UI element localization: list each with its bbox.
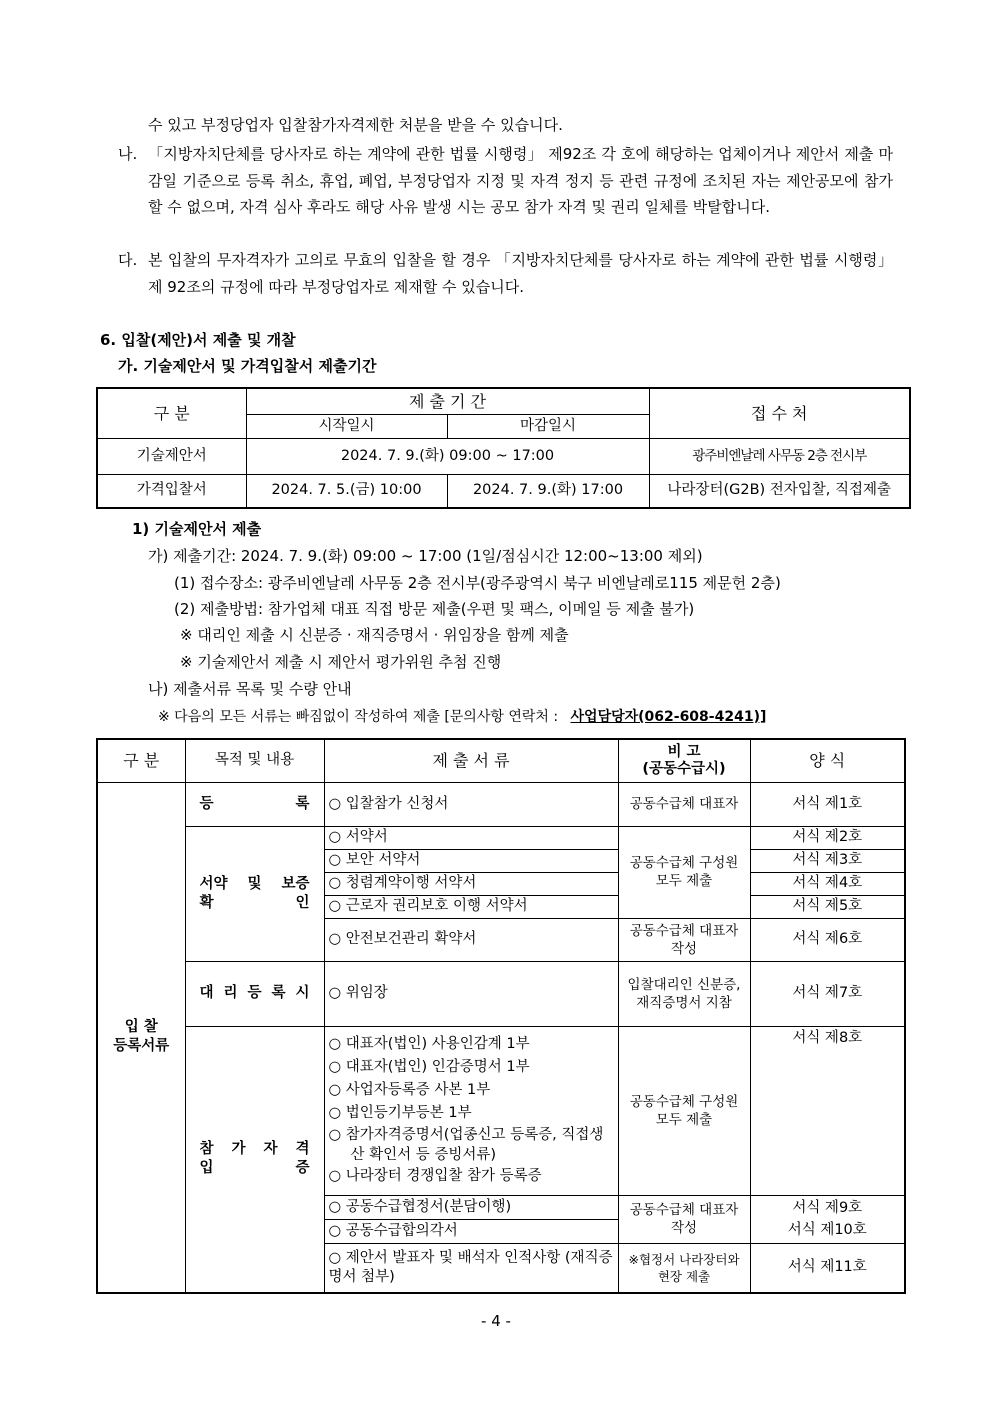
purpose-registration: 등 록	[185, 782, 324, 826]
form-pledge-4: 서식 제4호	[750, 872, 905, 895]
doc-seal-certificate: ○ 대표자(법인) 인감증명서 1부	[328, 1059, 530, 1075]
note-joint-submit: ※협정서 나라장터와 현장 제출	[618, 1243, 750, 1293]
group-label	[97, 782, 185, 1293]
form-pledge-6: 서식 제6호	[750, 918, 905, 961]
purpose-qualification	[185, 1026, 324, 1293]
tech-period: 가) 제출기간: 2024. 7. 9.(화) 09:00 ~ 17:00 (1일/점심시간 12:00~13:00 제외)	[148, 547, 703, 565]
paragraph-text: 본 입찰의 무자격자가 고의로 무효의 입찰을 할 경우 「지방자치단체를 당사자로 하는 계약에 관한 법률 시행령」 제 92조의 규정에 따라 부정당업자로 제재할 수 있습니다.	[148, 251, 893, 296]
header-docs: 제 출 서 류	[324, 739, 618, 782]
row-price-place: 나라장터(G2B) 전자입찰, 직접제출	[649, 474, 910, 508]
header-period: 제 출 기 간	[246, 388, 649, 414]
intro-line: 수 있고 부정당업자 입찰참가자격제한 처분을 받을 수 있습니다.	[148, 116, 563, 134]
doc-security-pledge: ○ 보안 서약서	[324, 849, 618, 872]
header-note-line1: 비 고	[667, 743, 701, 760]
note-qualification: 공동수급체 구성원 모두 제출	[618, 1026, 750, 1195]
header-start: 시작일시	[246, 414, 447, 438]
doc-registration: ○ 입찰참가 신청서	[324, 782, 618, 826]
paragraph-da	[118, 247, 893, 300]
tech-method: (2) 제출방법: 참가업체 대표 직접 방문 제출(우편 및 팩스, 이메일 등 제출 불가)	[174, 600, 695, 618]
purpose-agent: 대 리 등 록 시	[185, 961, 324, 1026]
doc-joint-memorandum: ○ 공동수급합의각서	[324, 1219, 618, 1243]
form-joint-10: 서식 제10호	[787, 1222, 867, 1238]
doc-business-registration: ○ 사업자등록증 사본 1부	[328, 1082, 491, 1098]
header-gubun: 구 분	[97, 388, 246, 438]
contact-line	[158, 706, 766, 726]
paragraph-marker: 다.	[118, 251, 138, 269]
header-note-line2: (공동수급시)	[642, 760, 726, 777]
group-label-line2: 등록서류	[113, 1038, 170, 1055]
form-joint-9: 서식 제9호	[792, 1200, 863, 1216]
row-tech-place: 광주비엔날레 사무동 2층 전시부	[649, 438, 910, 474]
subsection-title: 가. 기술제안서 및 가격입찰서 제출기간	[118, 357, 377, 375]
doc-integrity-pledge: ○ 청렴계약이행 서약서	[324, 872, 618, 895]
doc-worker-rights-pledge: ○ 근로자 권리보호 이행 서약서	[324, 895, 618, 918]
paragraph-na	[118, 141, 893, 221]
form-pledge-3: 서식 제3호	[750, 849, 905, 872]
row-price-start: 2024. 7. 5.(금) 10:00	[246, 474, 447, 508]
purpose-pledge-line2: 확 인	[199, 894, 310, 911]
doc-presenter-info: ○ 제안서 발표자 및 배석자 인적사항 (재직증명서 첨부)	[324, 1243, 618, 1293]
tech-place: (1) 접수장소: 광주비엔날레 사무동 2층 전시부(광주광역시 북구 비엔날레로115 제문헌 2층)	[174, 574, 781, 592]
note-pledge-all: 공동수급체 구성원 모두 제출	[618, 826, 750, 918]
page-number: - 4 -	[481, 1312, 511, 1330]
note-agent: 입찰대리인 신분증, 재직증명서 지참	[618, 961, 750, 1026]
form-pledge-5: 서식 제5호	[750, 895, 905, 918]
form-agent: 서식 제7호	[750, 961, 905, 1026]
paragraph-text: 「지방자치단체를 당사자로 하는 계약에 관한 법률 시행령」 제92조 각 호에 해당하는 업체이거나 제안서 제출 마감일 기준으로 등록 취소, 휴업, 폐업, 부정당업자 지정 및 자격 정지 등 관련 규정에 조치된 자는 제안공모에 참가할 수 없으며, 자격 심사 후라도 해당 사유 발생 시는 공모 참가 자격 및 권리 일체를 박탈합니다.	[148, 145, 893, 216]
note-joint-rep: 공동수급체 대표자 작성	[618, 1195, 750, 1243]
header-gubun: 구 분	[97, 739, 185, 782]
doc-qualification-certificate: ○ 참가자격증명서(업종신고 등록증, 직접생산 확인서 등 증빙서류)	[328, 1127, 604, 1163]
tech-heading: 1) 기술제안서 제출	[132, 520, 262, 538]
doc-pledge: ○ 서약서	[324, 826, 618, 849]
form-presenter: 서식 제11호	[750, 1243, 905, 1293]
row-tech-name: 기술제안서	[97, 438, 246, 474]
row-price-end: 2024. 7. 9.(화) 17:00	[447, 474, 649, 508]
paragraph-marker: 나.	[118, 145, 138, 163]
doc-joint-agreement: ○ 공동수급협정서(분담이행)	[324, 1195, 618, 1219]
doc-corporate-register: ○ 법인등기부등본 1부	[328, 1105, 472, 1121]
section-title: 6. 입찰(제안)서 제출 및 개찰	[100, 331, 296, 349]
group-label-line1: 입 찰	[124, 1019, 158, 1036]
form-pledge-2: 서식 제2호	[750, 826, 905, 849]
row-tech-period: 2024. 7. 9.(화) 09:00 ~ 17:00	[246, 438, 649, 474]
doc-power-of-attorney: ○ 위임장	[324, 961, 618, 1026]
form-qualification: 서식 제8호	[750, 1026, 905, 1195]
contact-value: 사업담당자(062-608-4241)]	[570, 709, 767, 725]
tech-note-evaluator: ※ 기술제안서 제출 시 제안서 평가위원 추첨 진행	[180, 653, 502, 671]
doc-safety-pledge: ○ 안전보건관리 확약서	[324, 918, 618, 961]
note-registration: 공동수급체 대표자	[618, 782, 750, 826]
note-pledge-rep: 공동수급체 대표자 작성	[618, 918, 750, 961]
header-place: 접 수 처	[649, 388, 910, 438]
submission-period-table	[96, 387, 911, 509]
header-purpose: 목적 및 내용	[185, 739, 324, 782]
qualification-docs	[324, 1026, 618, 1195]
purpose-qualification-line1: 참 가 자 격	[199, 1141, 310, 1158]
purpose-pledge	[185, 826, 324, 961]
header-note	[618, 739, 750, 782]
docs-heading: 나) 제출서류 목록 및 수량 안내	[148, 680, 352, 698]
purpose-pledge-line1: 서약 및 보증	[199, 875, 310, 892]
header-form: 양 식	[750, 739, 905, 782]
doc-seal-usage: ○ 대표자(법인) 사용인감계 1부	[328, 1036, 530, 1052]
tech-note-agent: ※ 대리인 제출 시 신분증 · 재직증명서 · 위임장을 함께 제출	[180, 626, 569, 644]
form-joint	[750, 1195, 905, 1243]
header-end: 마감일시	[447, 414, 649, 438]
form-registration: 서식 제1호	[750, 782, 905, 826]
row-price-name: 가격입찰서	[97, 474, 246, 508]
purpose-qualification-line2: 입 증	[199, 1160, 310, 1177]
doc-g2b-registration: ○ 나라장터 경쟁입찰 참가 등록증	[328, 1168, 542, 1184]
documents-table	[96, 738, 906, 1294]
contact-prefix: ※ 다음의 모든 서류는 빠짐없이 작성하여 제출 [문의사항 연락처 :	[158, 709, 559, 725]
